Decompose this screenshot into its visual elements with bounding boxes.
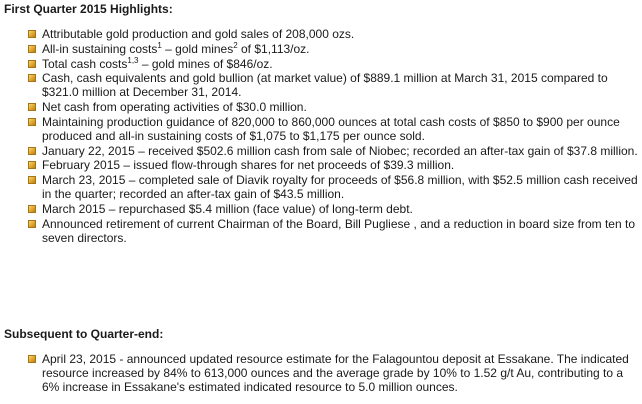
list-item-text: Net cash from operating activities of $30.0 million. (42, 100, 307, 114)
list-item-text-part: – gold mines (161, 41, 234, 56)
list-item (28, 71, 638, 99)
footnote-marker: 1 (157, 40, 162, 50)
list-item (28, 115, 638, 143)
bullet-icon (28, 60, 36, 68)
list-item-text-part: Total cash costs (42, 56, 128, 71)
list-item (28, 352, 638, 394)
list-item (28, 144, 638, 158)
list-item (28, 173, 638, 201)
list-item (28, 42, 638, 56)
list-item-text (42, 57, 273, 71)
footnote-marker: 1,3 (127, 55, 139, 65)
list-item-text: Announced retirement of current Chairman of the Board, Bill Pugliese , and a reduction in board size from ten to seven directors. (42, 216, 635, 245)
bullet-icon (28, 118, 36, 126)
section-heading-q1-highlights: First Quarter 2015 Highlights: (4, 2, 173, 16)
list-item (28, 57, 638, 71)
list-item-text: Cash, cash equivalents and gold bullion (at market value) of $889.1 million at March 31, 2015 compared to $321.0 million at December 31, 2014. (42, 71, 608, 100)
footnote-marker: 2 (233, 40, 238, 50)
list-item (28, 100, 638, 114)
bullet-icon (28, 205, 36, 213)
list-item-text-part: All-in sustaining costs (42, 41, 158, 56)
bullet-icon (28, 45, 36, 53)
list-item (28, 217, 638, 245)
bullet-icon (28, 74, 36, 82)
list-item-text: February 2015 – issued flow-through shares for net proceeds of $39.3 million. (42, 158, 455, 173)
q1-highlights-list (28, 27, 638, 245)
list-item-text-part: of $1,113/oz. (237, 41, 310, 56)
bullet-icon (28, 220, 36, 228)
list-item-text: April 23, 2015 - announced updated resource estimate for the Falagountou deposit at Essakane. The indicated resource increased by 84% to 613,000 ounces and the average grade by 10% to 1.52 g/t Au, contributing to a 6% increase in Essakane's estimated indicated resource to 5.0 million ounces. (42, 352, 629, 394)
bullet-icon (28, 161, 36, 169)
list-item (28, 158, 638, 172)
bullet-icon (28, 355, 36, 363)
list-item-text: Attributable gold production and gold sales of 208,000 ozs. (42, 27, 355, 41)
list-item-text: Maintaining production guidance of 820,000 to 860,000 ounces at total cash costs of $850 to $900 per ounce produced and all-in sustaining costs of $1,075 to $1,175 per ounce sold. (42, 114, 620, 143)
list-item-text: January 22, 2015 – received $502.6 million cash from sale of Niobec; recorded an after-tax gain of $37.8 million. (42, 143, 638, 158)
bullet-icon (28, 103, 36, 111)
subsequent-events-list (28, 352, 638, 395)
section-heading-subsequent: Subsequent to Quarter-end: (4, 327, 164, 341)
list-item-text-part: – gold mines of $846/oz. (138, 56, 273, 71)
list-item-text: March 23, 2015 – completed sale of Diavik royalty for proceeds of $56.8 million, with $52.5 million cash received in the quarter; recorded an after-tax gain of $43.5 million. (42, 173, 638, 201)
list-item (28, 27, 638, 41)
bullet-icon (28, 176, 36, 184)
list-item-text: March 2015 – repurchased $5.4 million (face value) of long-term debt. (42, 201, 413, 216)
list-item-text (42, 42, 310, 56)
list-item (28, 202, 638, 216)
bullet-icon (28, 147, 36, 155)
bullet-icon (28, 30, 36, 38)
